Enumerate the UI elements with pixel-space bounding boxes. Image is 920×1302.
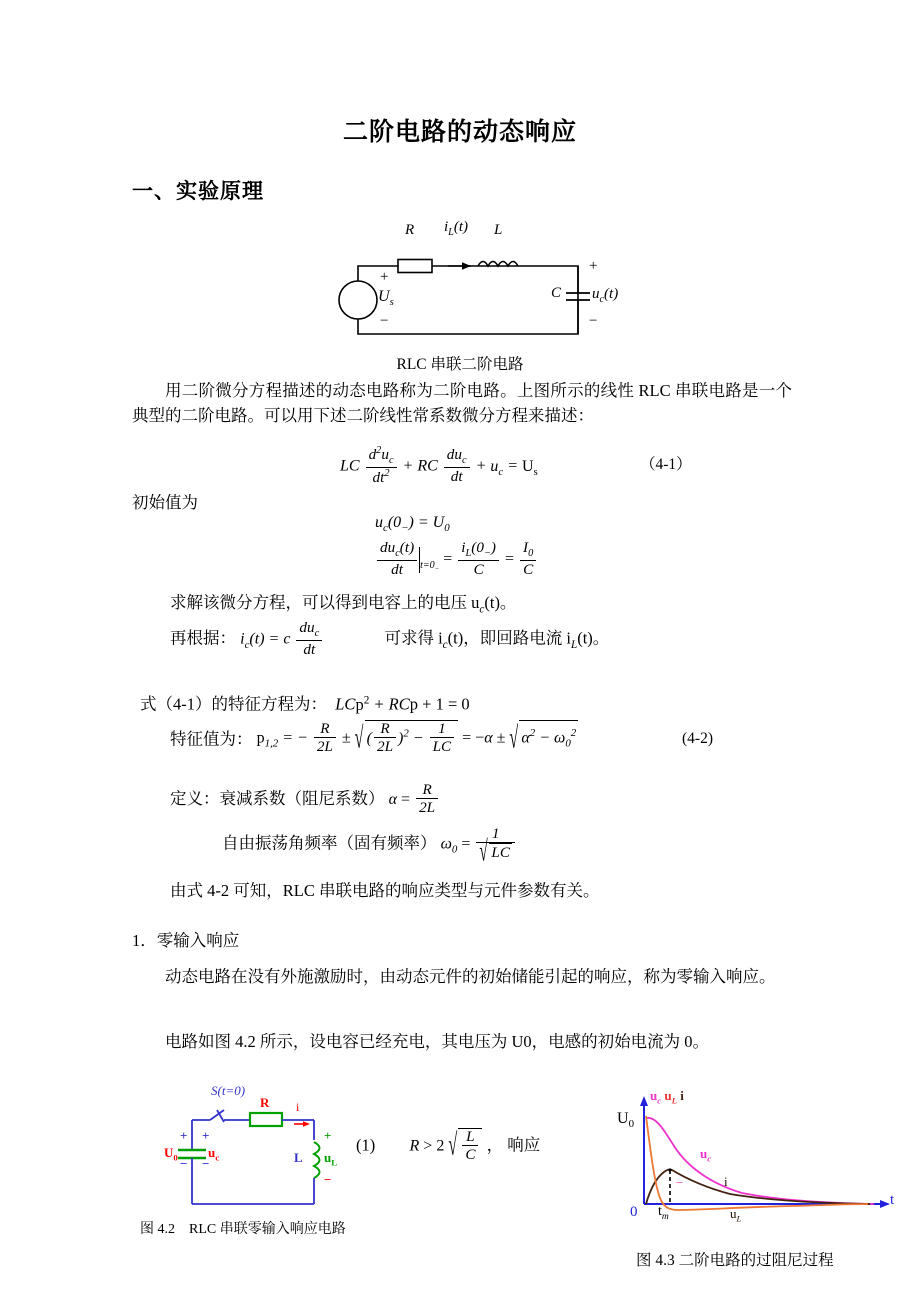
label-plus-inductor-colored: +	[324, 1128, 332, 1143]
condition-overdamped: (1) R > 2 √ $\frac{L}{C}$ ， 响应	[356, 1128, 540, 1165]
label-plus-left: +	[380, 269, 389, 285]
curve-label-i: i	[724, 1174, 728, 1189]
item-number-1: (1)	[356, 1135, 376, 1155]
legend-curves	[650, 1088, 684, 1106]
label-capacitor-c: C	[551, 285, 562, 301]
label-minus-cap-colored: −	[202, 1156, 210, 1171]
equation-ic-formula: $i_c(t) = c$ $\frac{du_c}{dt}$	[240, 620, 324, 660]
equation-4-1-number: （4-1）	[640, 456, 692, 473]
paragraph-response-type: 由式 4-2 可知，RLC 串联电路的响应类型与元件参数有关。	[170, 881, 600, 900]
figure-zero-input-circuit	[162, 1083, 347, 1222]
label-minus-mark: −	[676, 1175, 684, 1190]
paragraph-zero-input-definition: 动态电路在没有外施激励时，由动态元件的初始储能引起的响应，称为零输入响应。	[165, 967, 776, 986]
line-eigenvalues: 特征值为： $p_{1,2}$ = − $\frac{R}{2L}$ ± √ ( $\frac{R}{2L}$ )$^2$ − $\frac{1}{LC}$ = −α ± √ $\alpha^2 - \omega_0^2$	[170, 722, 578, 759]
label-origin: 0	[630, 1204, 638, 1220]
legend-i: i	[680, 1088, 684, 1103]
label-plus-cap-colored: +	[202, 1128, 210, 1143]
figure3-caption: 图 4.3 二阶电路的过阻尼过程	[636, 1252, 834, 1269]
label-minus-inductor-colored: −	[324, 1172, 332, 1187]
line-omega-definition: 自由振荡角频率（固有频率） $\omega_0$ = 1 √ LC	[222, 826, 517, 863]
equation-4-2: $p_{1,2}$ = − $\frac{R}{2L}$ ± √ ( $\frac{R}{2L}$ )$^2$ − $\frac{1}{LC}$ = −α ± √ $\alpha^2 - \omega_0^2$	[257, 720, 579, 757]
page-title: 二阶电路的动态响应	[342, 117, 577, 146]
label-cap-voltage-uc-colored: $u_c$	[208, 1145, 220, 1163]
label-minus-left: −	[380, 313, 389, 329]
equation-r-gt-2-sqrt-l-over-c: R > 2 √ $\frac{L}{C}$	[410, 1128, 483, 1165]
legend-uc: $u_c$	[650, 1088, 662, 1106]
label-capacitor-voltage: $u_c(t)$	[592, 286, 619, 305]
radical-discriminant: √ ( $\frac{R}{2L}$ )$^2$ − $\frac{1}{LC}$	[355, 720, 459, 757]
label-current-i-colored: i	[296, 1100, 300, 1114]
equation-alpha: α = $\frac{R}{2L}$	[389, 782, 440, 818]
section-heading-principles: 一、实验原理	[132, 179, 264, 203]
figure1-caption: RLC 串联二阶电路	[396, 356, 524, 373]
paragraph-solve-equation: 求解该微分方程，可以得到电容上的电压 $u_c(t)$。	[170, 593, 517, 616]
curve-label-uc: $u_c$	[700, 1146, 712, 1164]
equation-initial-duc-dt: $\frac{du_c(t)}{dt}$ $_{t=0_-}$ = $\frac{i_L(0_-)}{C}$ = $\frac{I_0}{C}$	[375, 540, 538, 580]
paragraph-second-order-intro: 用二阶微分方程描述的动态电路称为二阶电路。上图所示的线性 RLC 串联电路是一个典型的二阶电路。可以用下述二阶线性常系数微分方程来描述：	[132, 381, 792, 425]
line-characteristic-equation: 式（4-1）的特征方程为： LCp$^2$ + RCp + 1 = 0	[140, 694, 470, 714]
label-inductor-l: L	[494, 222, 503, 238]
equation-4-1: LC $\frac{d^2u_c}{dt^2}$ + RC $\frac{du_c}{dt}$ + $u_c = U_s$	[340, 445, 538, 486]
figure-overdamped-response-graph	[612, 1086, 902, 1226]
equation-4-2-number: (4-2)	[682, 730, 713, 747]
figure2-caption: 图 4.2 RLC 串联零输入响应电路	[140, 1222, 346, 1237]
frac-duc-dt: $\frac{du_c}{dt}$	[444, 446, 470, 486]
label-plus-left-colored: +	[180, 1128, 188, 1143]
label-inductor-l-colored: L	[294, 1150, 303, 1165]
equation-omega0: $\omega_0$ = 1 √ LC	[441, 826, 517, 863]
equation-initial-uc: $u_c(0_-) = U_0$	[375, 514, 450, 535]
frac-d2uc-dt2: $\frac{d^2u_c}{dt^2}$	[366, 445, 397, 487]
radical-alpha-omega: √ $\alpha^2 - \omega_0^2$	[509, 720, 578, 757]
subsection-zero-input-response: 1．零输入响应	[132, 931, 240, 950]
label-current-il: $i_L(t)$	[444, 219, 469, 238]
label-resistor-r: R	[405, 222, 415, 238]
label-t-axis: t	[890, 1192, 895, 1208]
label-plus-right: +	[589, 258, 598, 274]
label-minus-left-colored: −	[180, 1156, 188, 1171]
legend-ul: $u_L$	[664, 1088, 678, 1106]
label-resistor-r-colored: R	[260, 1095, 270, 1110]
figure-rlc-series-circuit	[338, 219, 619, 351]
paragraph-initial-values-label: 初始值为	[132, 493, 198, 512]
curve-label-ul: $u_L$	[730, 1206, 742, 1224]
label-minus-right: −	[589, 313, 598, 329]
label-switch: S(t=0)	[211, 1083, 246, 1098]
label-source-us: $U_s$	[378, 288, 394, 309]
label-u0-axis: $U_0$	[617, 1110, 634, 1131]
paragraph-figure42-setup: 电路如图 4.2 所示，设电容已经充电，其电压为 U0，电感的初始电流为 0。	[165, 1032, 710, 1051]
label-tm: $t_m$	[658, 1204, 669, 1222]
label-source-u0: $U_0$	[164, 1145, 178, 1163]
paragraph-ic-derivation: 再根据： $i_c(t) = c$ $\frac{du_c}{dt}$ 可求得 $i_c(t)$，即回路电流 $i_L(t)$。	[170, 620, 609, 660]
label-inductor-voltage-ul: $u_L$	[324, 1150, 338, 1168]
line-alpha-definition: 定义：衰减系数（阻尼系数） α = $\frac{R}{2L}$	[170, 782, 440, 818]
